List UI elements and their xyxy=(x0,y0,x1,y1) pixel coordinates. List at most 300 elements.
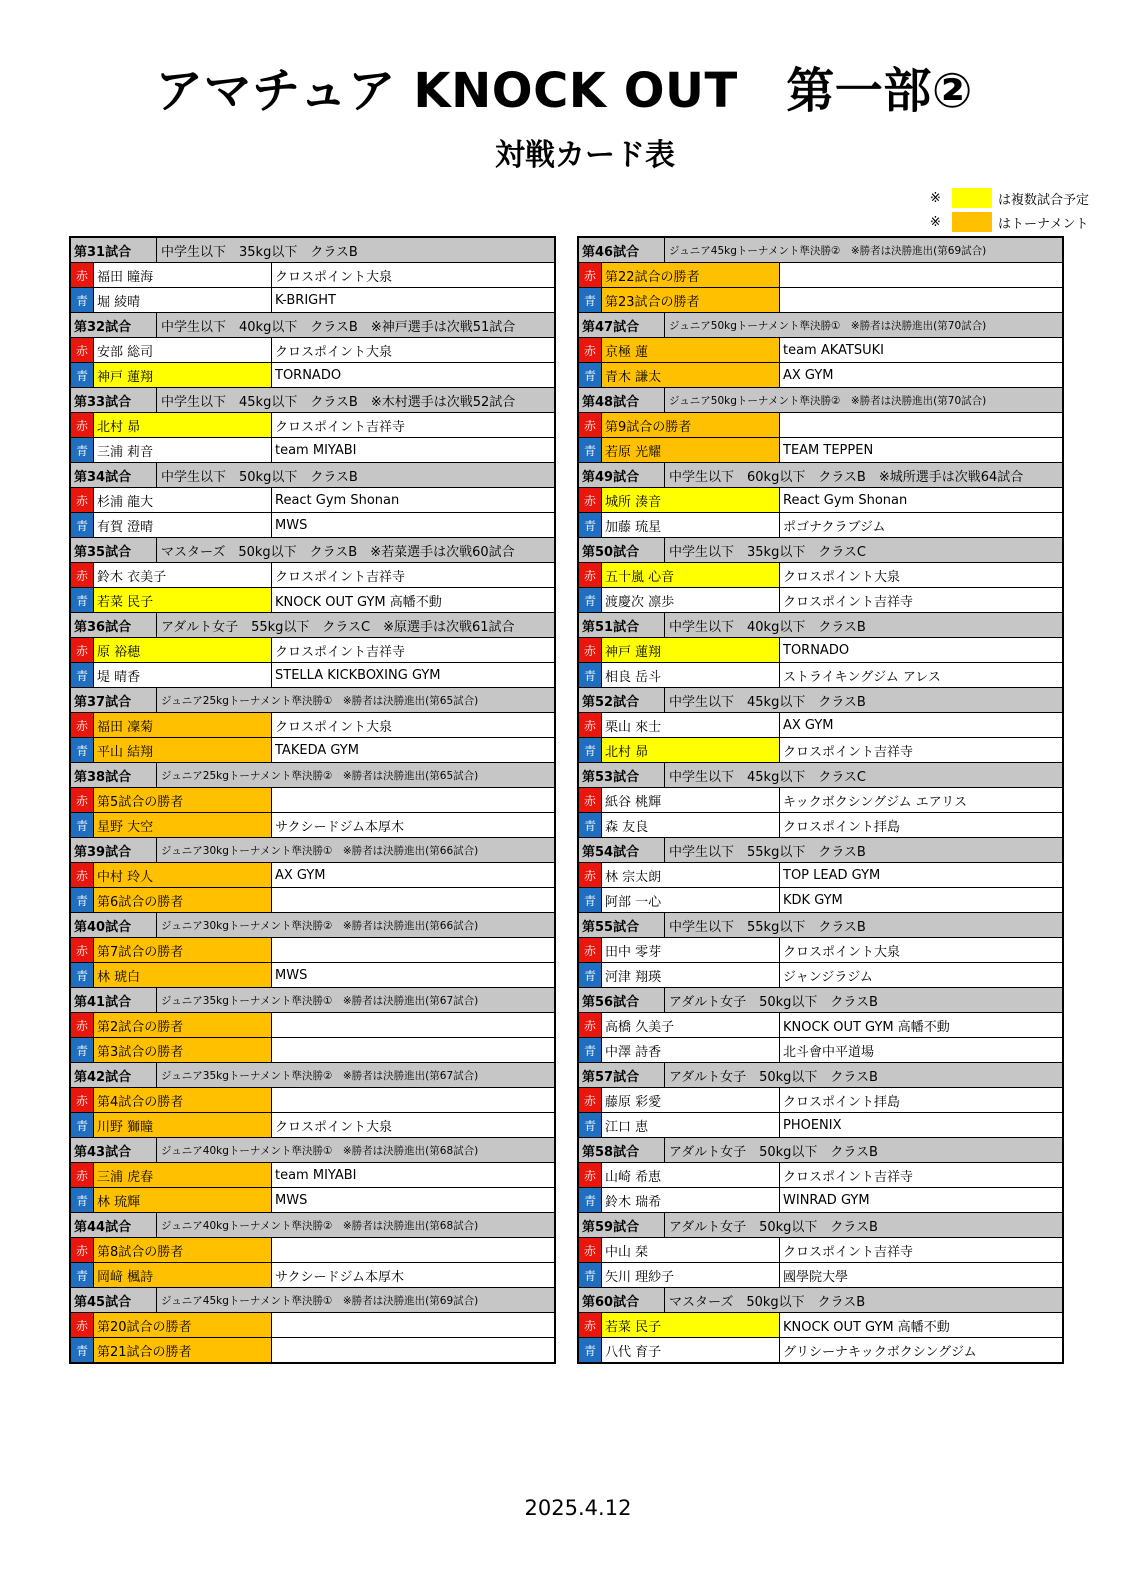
fighter-gym: クロスポイント吉祥寺 xyxy=(783,744,914,760)
corner-red-badge: 赤 xyxy=(579,1313,602,1337)
corner-blue-badge: 青 xyxy=(71,288,94,312)
fighter-gym: クロスポイント吉祥寺 xyxy=(275,419,406,435)
fighter-name: 岡﨑 楓詩 xyxy=(94,1263,272,1287)
legend-swatch-tournament xyxy=(952,212,992,232)
fighter-row-red xyxy=(579,1163,1062,1188)
fighter-gym: クロスポイント拝島 xyxy=(783,819,901,835)
match-category: 中学生以下 55kg以下 クラスB xyxy=(669,844,866,860)
corner-blue-badge: 青 xyxy=(579,588,602,612)
corner-blue-badge: 青 xyxy=(579,1188,602,1212)
match-header xyxy=(71,988,554,1013)
fighter-name: 五十嵐 心音 xyxy=(602,563,780,587)
match-category: ジュニア25kgトーナメント準決勝① ※勝者は決勝進出(第65試合) xyxy=(161,694,479,707)
fighter-name: 第23試合の勝者 xyxy=(602,288,780,312)
match-category: ジュニア40kgトーナメント準決勝① ※勝者は決勝進出(第68試合) xyxy=(161,1144,479,1157)
fighter-name: 神戸 蓮翔 xyxy=(94,363,272,387)
fighter-name: 田中 零芽 xyxy=(602,938,780,962)
fighter-name: 平山 結翔 xyxy=(94,738,272,762)
match-category: マスターズ 50kg以下 クラスB xyxy=(669,1294,866,1310)
fighter-gym: AX GYM xyxy=(783,367,834,383)
match-number: 第35試合 xyxy=(71,538,157,562)
match-block xyxy=(71,688,554,763)
corner-red-badge: 赤 xyxy=(71,338,94,362)
fighter-row-red xyxy=(579,338,1062,363)
fighter-gym: AX GYM xyxy=(783,717,834,733)
match-block xyxy=(71,538,554,613)
match-header xyxy=(71,613,554,638)
fighter-name: 星野 大空 xyxy=(94,813,272,837)
fighter-gym: PHOENIX xyxy=(783,1117,842,1133)
fighter-gym: クロスポイント大泉 xyxy=(275,1119,393,1135)
fighter-name: 神戸 蓮翔 xyxy=(602,638,780,662)
fighter-name: 紙谷 桃輝 xyxy=(602,788,780,812)
fighter-row-blue xyxy=(579,438,1062,463)
fighter-gym xyxy=(272,1313,554,1337)
corner-red-badge: 赤 xyxy=(579,1088,602,1112)
match-number: 第42試合 xyxy=(71,1063,157,1087)
match-number: 第48試合 xyxy=(579,388,665,412)
fighter-row-red xyxy=(579,638,1062,663)
corner-red-badge: 赤 xyxy=(71,1088,94,1112)
corner-red-badge: 赤 xyxy=(579,1163,602,1187)
fighter-name: 第4試合の勝者 xyxy=(94,1088,272,1112)
fighter-gym xyxy=(780,263,1062,287)
fighter-gym: キックボクシングジム エアリス xyxy=(783,794,967,810)
fighter-name: 鈴木 瑞希 xyxy=(602,1188,780,1212)
match-number: 第53試合 xyxy=(579,763,665,787)
corner-blue-badge: 青 xyxy=(579,1338,602,1362)
match-number: 第36試合 xyxy=(71,613,157,637)
match-number: 第54試合 xyxy=(579,838,665,862)
corner-red-badge: 赤 xyxy=(71,638,94,662)
match-block xyxy=(579,613,1062,688)
match-header xyxy=(71,313,554,338)
legend-label-tournament: はトーナメント xyxy=(998,216,1089,232)
legend-mark: ※ xyxy=(930,214,941,230)
fighter-name: 江口 恵 xyxy=(602,1113,780,1137)
fighter-row-blue xyxy=(579,1113,1062,1138)
legend-swatch-multi xyxy=(952,188,992,208)
match-block xyxy=(579,313,1062,388)
corner-blue-badge: 青 xyxy=(71,738,94,762)
fighter-name: 第7試合の勝者 xyxy=(94,938,272,962)
fighter-row-red xyxy=(71,413,554,438)
corner-red-badge: 赤 xyxy=(579,563,602,587)
fighter-gym: クロスポイント大泉 xyxy=(275,269,393,285)
match-number: 第47試合 xyxy=(579,313,665,337)
fighter-row-blue xyxy=(579,1038,1062,1063)
match-number: 第32試合 xyxy=(71,313,157,337)
match-category: ジュニア30kgトーナメント準決勝② ※勝者は決勝進出(第66試合) xyxy=(161,919,479,932)
match-category: 中学生以下 45kg以下 クラスB xyxy=(669,694,866,710)
corner-blue-badge: 青 xyxy=(579,513,602,537)
corner-blue-badge: 青 xyxy=(579,888,602,912)
match-category: アダルト女子 55kg以下 クラスC ※原選手は次戦61試合 xyxy=(161,619,515,635)
fighter-gym: React Gym Shonan xyxy=(783,492,908,508)
match-header xyxy=(579,463,1062,488)
fighter-name: 第9試合の勝者 xyxy=(602,413,780,437)
fighter-name: 藤原 彩愛 xyxy=(602,1088,780,1112)
fighter-row-red xyxy=(579,488,1062,513)
fighter-name: 若菜 民子 xyxy=(602,1313,780,1337)
fighter-name: 北村 昴 xyxy=(602,738,780,762)
corner-red-badge: 赤 xyxy=(71,488,94,512)
match-block xyxy=(71,388,554,463)
match-number: 第41試合 xyxy=(71,988,157,1012)
match-block xyxy=(71,763,554,838)
fighter-row-blue xyxy=(579,363,1062,388)
match-header xyxy=(579,538,1062,563)
fighter-row-red xyxy=(71,788,554,813)
fighter-row-blue xyxy=(579,513,1062,538)
match-category: アダルト女子 50kg以下 クラスB xyxy=(669,1144,878,1160)
fighter-row-blue xyxy=(71,663,554,688)
match-header xyxy=(71,1213,554,1238)
fighter-row-blue xyxy=(71,513,554,538)
fighter-row-blue xyxy=(71,438,554,463)
match-block xyxy=(579,1138,1062,1213)
fighter-row-blue xyxy=(71,813,554,838)
fighter-gym: KNOCK OUT GYM 高幡不動 xyxy=(783,1319,950,1335)
match-category: 中学生以下 40kg以下 クラスB ※神戸選手は次戦51試合 xyxy=(161,319,516,335)
corner-blue-badge: 青 xyxy=(71,1113,94,1137)
fighter-row-blue xyxy=(579,1338,1062,1362)
match-number: 第34試合 xyxy=(71,463,157,487)
match-category: ジュニア30kgトーナメント準決勝① ※勝者は決勝進出(第66試合) xyxy=(161,844,479,857)
corner-blue-badge: 青 xyxy=(579,663,602,687)
fighter-gym: MWS xyxy=(275,517,308,533)
fighter-gym: KDK GYM xyxy=(783,892,843,908)
fighter-name: 有賀 澄晴 xyxy=(94,513,272,537)
fighter-row-red xyxy=(579,713,1062,738)
match-category: マスターズ 50kg以下 クラスB ※若菜選手は次戦60試合 xyxy=(161,544,515,560)
match-number: 第56試合 xyxy=(579,988,665,1012)
corner-blue-badge: 青 xyxy=(579,1113,602,1137)
page-title: アマチュア KNOCK OUT 第一部② xyxy=(155,63,973,119)
fighter-gym: クロスポイント大泉 xyxy=(275,344,393,360)
match-block xyxy=(71,1288,554,1362)
corner-blue-badge: 青 xyxy=(579,738,602,762)
match-header xyxy=(71,913,554,938)
match-header xyxy=(579,838,1062,863)
fighter-row-blue xyxy=(579,1188,1062,1213)
corner-blue-badge: 青 xyxy=(579,1038,602,1062)
fighter-name: 渡慶次 凛歩 xyxy=(602,588,780,612)
fighter-name: 三浦 莉音 xyxy=(94,438,272,462)
fighter-name: 京極 蓮 xyxy=(602,338,780,362)
fighter-name: 若原 光耀 xyxy=(602,438,780,462)
fighter-row-red xyxy=(71,863,554,888)
match-number: 第39試合 xyxy=(71,838,157,862)
fighter-gym: クロスポイント大泉 xyxy=(783,569,901,585)
match-category: ジュニア50kgトーナメント準決勝② ※勝者は決勝進出(第70試合) xyxy=(669,394,987,407)
fighter-row-red xyxy=(71,638,554,663)
corner-red-badge: 赤 xyxy=(71,413,94,437)
fighter-gym: team MIYABI xyxy=(275,1167,357,1183)
match-header xyxy=(71,463,554,488)
fighter-name: 第21試合の勝者 xyxy=(94,1338,272,1362)
fighter-name: 鈴木 衣美子 xyxy=(94,563,272,587)
match-category: 中学生以下 45kg以下 クラスB ※木村選手は次戦52試合 xyxy=(161,394,516,410)
fighter-row-red xyxy=(579,413,1062,438)
corner-red-badge: 赤 xyxy=(71,713,94,737)
match-header xyxy=(579,1288,1062,1313)
fighter-gym: WINRAD GYM xyxy=(783,1192,870,1208)
fighter-row-red xyxy=(579,938,1062,963)
fighter-gym xyxy=(272,1013,554,1037)
match-header xyxy=(71,688,554,713)
corner-blue-badge: 青 xyxy=(71,1188,94,1212)
match-table-right xyxy=(577,236,1064,1364)
corner-blue-badge: 青 xyxy=(71,363,94,387)
match-header xyxy=(71,1138,554,1163)
corner-red-badge: 赤 xyxy=(579,863,602,887)
fighter-name: 林 琥白 xyxy=(94,963,272,987)
fighter-name: 山崎 希恵 xyxy=(602,1163,780,1187)
fighter-row-blue xyxy=(579,963,1062,988)
match-number: 第31試合 xyxy=(71,238,157,262)
fighter-gym: ポゴナクラブジム xyxy=(783,519,886,535)
match-block xyxy=(71,1213,554,1288)
fighter-name: 阿部 一心 xyxy=(602,888,780,912)
match-number: 第40試合 xyxy=(71,913,157,937)
corner-red-badge: 赤 xyxy=(71,863,94,887)
corner-red-badge: 赤 xyxy=(579,788,602,812)
match-category: 中学生以下 40kg以下 クラスB xyxy=(669,619,866,635)
match-header xyxy=(71,538,554,563)
match-block xyxy=(579,688,1062,763)
fighter-row-red xyxy=(579,863,1062,888)
fighter-row-blue xyxy=(579,588,1062,613)
corner-red-badge: 赤 xyxy=(579,338,602,362)
match-number: 第55試合 xyxy=(579,913,665,937)
fighter-name: 第5試合の勝者 xyxy=(94,788,272,812)
match-category: ジュニア25kgトーナメント準決勝② ※勝者は決勝進出(第65試合) xyxy=(161,769,479,782)
match-block xyxy=(579,538,1062,613)
match-category: 中学生以下 60kg以下 クラスB ※城所選手は次戦64試合 xyxy=(669,469,1024,485)
corner-blue-badge: 青 xyxy=(71,888,94,912)
match-category: ジュニア45kgトーナメント準決勝② ※勝者は決勝進出(第69試合) xyxy=(669,244,987,257)
fighter-row-blue xyxy=(579,288,1062,313)
match-number: 第58試合 xyxy=(579,1138,665,1162)
legend-row-tournament xyxy=(930,210,1089,234)
fighter-name: 若菜 民子 xyxy=(94,588,272,612)
corner-blue-badge: 青 xyxy=(579,1263,602,1287)
fighter-gym: team AKATSUKI xyxy=(783,342,884,358)
event-date: 2025.4.12 xyxy=(524,1496,632,1520)
corner-blue-badge: 青 xyxy=(71,1038,94,1062)
match-block xyxy=(71,313,554,388)
fighter-name: 八代 育子 xyxy=(602,1338,780,1362)
match-header xyxy=(71,1288,554,1313)
match-number: 第33試合 xyxy=(71,388,157,412)
match-block xyxy=(71,913,554,988)
fighter-gym: ジャンジラジム xyxy=(783,969,873,985)
match-block xyxy=(71,1063,554,1138)
corner-red-badge: 赤 xyxy=(579,938,602,962)
match-category: アダルト女子 50kg以下 クラスB xyxy=(669,1069,878,1085)
corner-red-badge: 赤 xyxy=(71,1238,94,1262)
fighter-gym: MWS xyxy=(275,967,308,983)
fighter-name: 城所 湊音 xyxy=(602,488,780,512)
match-header xyxy=(579,1138,1062,1163)
fighter-name: 中村 玲人 xyxy=(94,863,272,887)
fighter-row-blue xyxy=(71,288,554,313)
corner-blue-badge: 青 xyxy=(579,438,602,462)
fighter-gym: KNOCK OUT GYM 高幡不動 xyxy=(275,594,442,610)
match-category: 中学生以下 55kg以下 クラスB xyxy=(669,919,866,935)
fighter-row-blue xyxy=(71,888,554,913)
corner-blue-badge: 青 xyxy=(579,813,602,837)
fighter-row-blue xyxy=(579,888,1062,913)
fighter-name: 第20試合の勝者 xyxy=(94,1313,272,1337)
fighter-name: 中山 栞 xyxy=(602,1238,780,1262)
fighter-row-blue xyxy=(71,588,554,613)
match-block xyxy=(579,1213,1062,1288)
fighter-name: 第3試合の勝者 xyxy=(94,1038,272,1062)
match-number: 第59試合 xyxy=(579,1213,665,1237)
fighter-row-red xyxy=(579,1013,1062,1038)
match-number: 第57試合 xyxy=(579,1063,665,1087)
match-block xyxy=(579,388,1062,463)
match-table-left xyxy=(69,236,556,1364)
fighter-row-blue xyxy=(579,813,1062,838)
match-number: 第51試合 xyxy=(579,613,665,637)
match-header xyxy=(71,388,554,413)
match-category: ジュニア35kgトーナメント準決勝② ※勝者は決勝進出(第67試合) xyxy=(161,1069,479,1082)
match-header xyxy=(71,1063,554,1088)
fighter-gym: K-BRIGHT xyxy=(275,292,336,308)
match-category: ジュニア35kgトーナメント準決勝① ※勝者は決勝進出(第67試合) xyxy=(161,994,479,1007)
fighter-gym: TAKEDA GYM xyxy=(275,742,359,758)
match-category: ジュニア50kgトーナメント準決勝① ※勝者は決勝進出(第70試合) xyxy=(669,319,987,332)
match-header xyxy=(579,763,1062,788)
corner-red-badge: 赤 xyxy=(579,1238,602,1262)
corner-blue-badge: 青 xyxy=(71,663,94,687)
fighter-name: 矢川 理紗子 xyxy=(602,1263,780,1287)
match-number: 第52試合 xyxy=(579,688,665,712)
fighter-gym: クロスポイント大泉 xyxy=(783,944,901,960)
fighter-row-red xyxy=(71,1163,554,1188)
fighter-row-red xyxy=(71,1013,554,1038)
fighter-name: 第2試合の勝者 xyxy=(94,1013,272,1037)
match-header xyxy=(71,838,554,863)
match-block xyxy=(579,988,1062,1063)
fighter-name: 三浦 虎春 xyxy=(94,1163,272,1187)
match-block xyxy=(579,238,1062,313)
match-number: 第45試合 xyxy=(71,1288,157,1312)
fighter-name: 原 裕穂 xyxy=(94,638,272,662)
fighter-row-red xyxy=(71,488,554,513)
fighter-row-blue xyxy=(71,1338,554,1362)
match-header xyxy=(579,1213,1062,1238)
fighter-gym: TORNADO xyxy=(275,367,342,383)
corner-red-badge: 赤 xyxy=(579,638,602,662)
fighter-row-blue xyxy=(579,738,1062,763)
match-category: ジュニア45kgトーナメント準決勝① ※勝者は決勝進出(第69試合) xyxy=(161,1294,479,1307)
fighter-row-blue xyxy=(71,363,554,388)
corner-red-badge: 赤 xyxy=(71,1163,94,1187)
corner-red-badge: 赤 xyxy=(579,1013,602,1037)
corner-blue-badge: 青 xyxy=(579,963,602,987)
fighter-name: 林 宗太朗 xyxy=(602,863,780,887)
fighter-row-blue xyxy=(579,1263,1062,1288)
fighter-name: 福田 瞳海 xyxy=(94,263,272,287)
fighter-row-red xyxy=(579,1088,1062,1113)
legend-label-multi: は複数試合予定 xyxy=(998,192,1090,208)
fighter-row-red xyxy=(579,788,1062,813)
fighter-row-blue xyxy=(71,1038,554,1063)
match-block xyxy=(579,463,1062,538)
fighter-row-red xyxy=(71,1238,554,1263)
fighter-name: 河津 翔瑛 xyxy=(602,963,780,987)
fighter-gym: 國學院大學 xyxy=(783,1269,849,1285)
fighter-row-red xyxy=(579,1313,1062,1338)
match-header xyxy=(579,238,1062,263)
fighter-row-red xyxy=(71,713,554,738)
match-header xyxy=(579,1063,1062,1088)
corner-red-badge: 赤 xyxy=(71,563,94,587)
match-header xyxy=(71,763,554,788)
match-header xyxy=(71,238,554,263)
fighter-name: 青木 謙太 xyxy=(602,363,780,387)
fighter-name: 高橋 久美子 xyxy=(602,1013,780,1037)
fighter-name: 川野 獅瞳 xyxy=(94,1113,272,1137)
match-block xyxy=(71,463,554,538)
match-number: 第60試合 xyxy=(579,1288,665,1312)
fighter-row-blue xyxy=(71,738,554,763)
corner-red-badge: 赤 xyxy=(71,263,94,287)
match-number: 第50試合 xyxy=(579,538,665,562)
fighter-row-red xyxy=(579,1238,1062,1263)
match-header xyxy=(579,988,1062,1013)
match-block xyxy=(71,613,554,688)
fighter-gym xyxy=(272,1088,554,1112)
match-header xyxy=(579,313,1062,338)
fighter-gym: クロスポイント大泉 xyxy=(275,719,393,735)
fighter-name: 北村 昴 xyxy=(94,413,272,437)
fighter-gym: サクシードジム本厚木 xyxy=(275,1269,404,1285)
fighter-row-red xyxy=(579,263,1062,288)
corner-red-badge: 赤 xyxy=(579,263,602,287)
corner-red-badge: 赤 xyxy=(71,938,94,962)
fighter-name: 安部 総司 xyxy=(94,338,272,362)
fighter-gym xyxy=(272,888,554,912)
legend-mark: ※ xyxy=(930,190,941,206)
fighter-name: 第6試合の勝者 xyxy=(94,888,272,912)
match-block xyxy=(71,1138,554,1213)
fighter-gym xyxy=(780,413,1062,437)
corner-blue-badge: 青 xyxy=(71,1263,94,1287)
fighter-name: 森 友良 xyxy=(602,813,780,837)
fighter-row-red xyxy=(71,338,554,363)
match-number: 第37試合 xyxy=(71,688,157,712)
fighter-gym: クロスポイント吉祥寺 xyxy=(783,594,914,610)
match-number: 第46試合 xyxy=(579,238,665,262)
fighter-row-red xyxy=(71,263,554,288)
fighter-name: 福田 凜菊 xyxy=(94,713,272,737)
match-number: 第44試合 xyxy=(71,1213,157,1237)
fighter-row-blue xyxy=(71,1113,554,1138)
fighter-name: 堀 綾晴 xyxy=(94,288,272,312)
fighter-gym xyxy=(272,1238,554,1262)
match-header xyxy=(579,613,1062,638)
match-block xyxy=(579,763,1062,838)
fighter-gym xyxy=(272,1338,554,1362)
corner-blue-badge: 青 xyxy=(71,813,94,837)
fighter-gym xyxy=(272,938,554,962)
fighter-gym: ストライキングジム アレス xyxy=(783,669,941,685)
